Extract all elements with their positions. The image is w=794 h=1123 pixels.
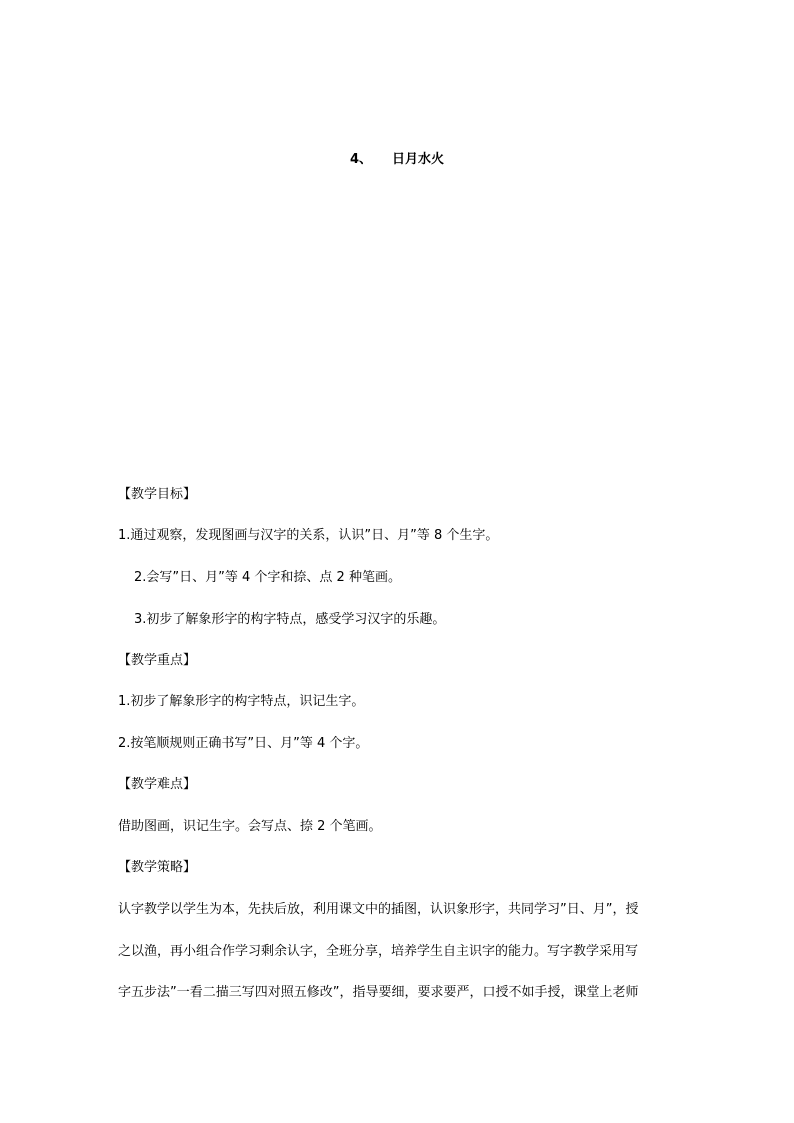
difficult-points-heading: 【教学难点】 (118, 777, 197, 792)
strategy-line-1: 认字教学以学生为本，先扶后放，利用课文中的插图，认识象形字，共同学习”日、月”，授 (118, 902, 639, 917)
strategy-line-3: 字五步法”一看二描三写四对照五修改”，指导要细，要求要严，口授不如手授，课堂上老师 (118, 985, 639, 1000)
page-title (0, 148, 794, 167)
key-points-heading: 【教学重点】 (118, 653, 197, 668)
goal-item-1: 1.通过观察，发现图画与汉字的关系，认识”日、月”等 8 个生字。 (118, 528, 499, 543)
strategy-line-2: 之以渔，再小组合作学习剩余认字，全班分享，培养学生自主识字的能力。写字教学采用写 (118, 944, 639, 959)
key-point-1: 1.初步了解象形字的构字特点，识记生字。 (118, 694, 365, 709)
key-point-2: 2.按笔顺规则正确书写”日、月”等 4 个字。 (118, 736, 369, 751)
goal-item-3: 3.初步了解象形字的构字特点，感受学习汉字的乐趣。 (134, 612, 446, 627)
goal-item-2: 2.会写”日、月”等 4 个字和捺、点 2 种笔画。 (134, 570, 401, 585)
title-text: 日月水火 (392, 152, 445, 167)
strategy-heading: 【教学策略】 (118, 860, 197, 875)
title-number: 4、 (349, 152, 373, 167)
goals-heading: 【教学目标】 (118, 487, 197, 502)
difficult-point-1: 借助图画，识记生字。会写点、捺 2 个笔画。 (118, 819, 382, 834)
